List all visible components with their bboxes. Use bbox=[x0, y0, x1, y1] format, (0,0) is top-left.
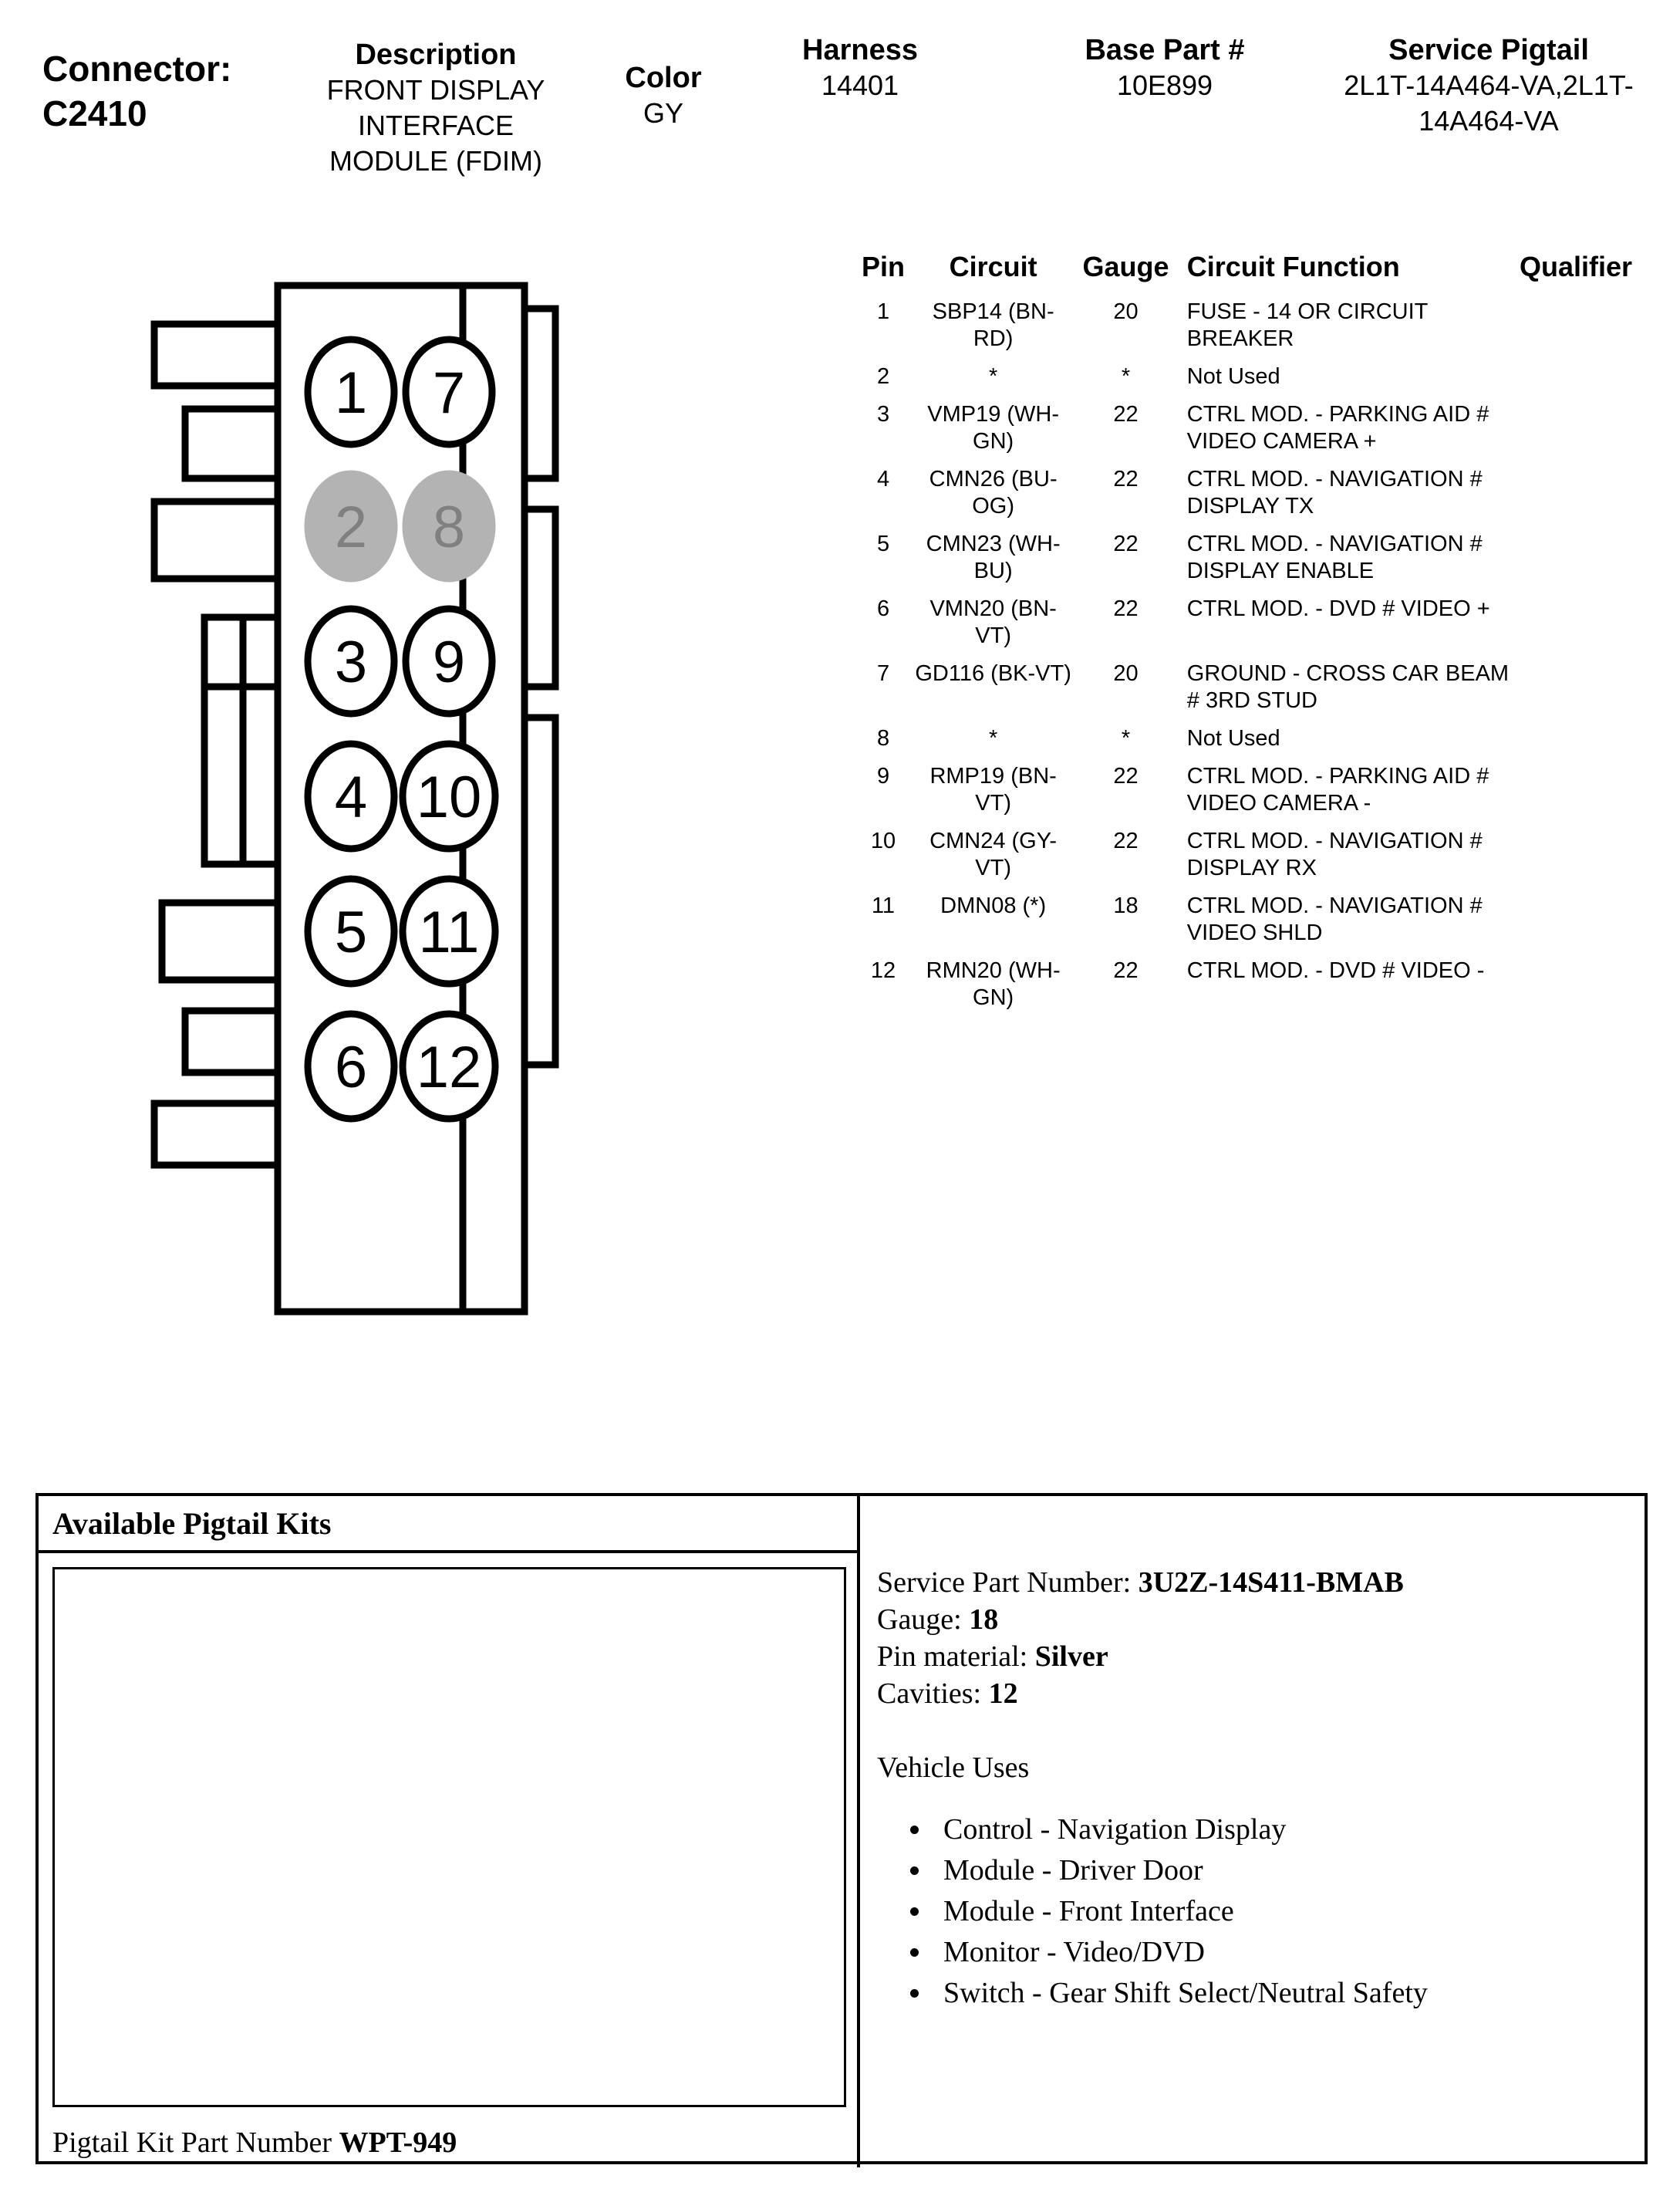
color-value: GY bbox=[643, 97, 683, 129]
column-header-qualifier: Qualifier bbox=[1520, 251, 1633, 282]
cell-pin: 6 bbox=[876, 596, 890, 621]
cell-circuit: VMN20 (BN-VT) bbox=[929, 596, 1057, 648]
service-part-number-value: 3U2Z-14S411-BMAB bbox=[1138, 1566, 1404, 1599]
table-row bbox=[852, 296, 1670, 360]
cell-qualifier bbox=[1520, 657, 1670, 722]
cell-circuit-function: CTRL MOD. - DVD # VIDEO + bbox=[1186, 596, 1490, 621]
cell-pin: 1 bbox=[876, 299, 890, 324]
connector-header bbox=[0, 0, 1680, 204]
cell-gauge: 22 bbox=[1113, 829, 1139, 853]
cell-circuit: SBP14 (BN-RD) bbox=[932, 299, 1054, 351]
table-row bbox=[852, 890, 1670, 954]
column-header-circuit: Circuit bbox=[949, 251, 1037, 282]
cell-pin: 8 bbox=[876, 726, 890, 751]
pigtail-gauge-label: Gauge: bbox=[877, 1603, 962, 1636]
description-block bbox=[297, 37, 575, 179]
cell-qualifier bbox=[1520, 463, 1670, 528]
cell-circuit-function: CTRL MOD. - NAVIGATION # DISPLAY RX bbox=[1186, 829, 1483, 880]
color-block bbox=[594, 60, 733, 131]
cavity-label-10: 10 bbox=[416, 765, 482, 830]
cell-circuit-function: CTRL MOD. - NAVIGATION # VIDEO SHLD bbox=[1186, 893, 1483, 945]
cell-qualifier bbox=[1520, 360, 1670, 398]
cell-circuit-function: Not Used bbox=[1186, 364, 1280, 389]
connector-label: Connector: bbox=[42, 49, 232, 89]
cavity-label-5: 5 bbox=[334, 900, 368, 965]
cell-pin: 4 bbox=[876, 467, 890, 491]
cell-gauge: * bbox=[1121, 364, 1131, 389]
list-item: • Monitor - Video/DVD bbox=[933, 1932, 1648, 1973]
available-pigtail-kits-section bbox=[35, 1493, 1648, 2164]
cell-gauge: 22 bbox=[1113, 402, 1139, 427]
cell-circuit-function: CTRL MOD. - PARKING AID # VIDEO CAMERA - bbox=[1186, 764, 1489, 816]
cell-circuit-function: CTRL MOD. - PARKING AID # VIDEO CAMERA + bbox=[1186, 402, 1489, 454]
table-row bbox=[852, 760, 1670, 825]
harness-label: Harness bbox=[802, 34, 918, 66]
cell-circuit: VMP19 (WH-GN) bbox=[927, 402, 1060, 454]
cavities-value: 12 bbox=[988, 1677, 1018, 1710]
pigtail-image-placeholder bbox=[52, 1567, 846, 2107]
cell-pin: 3 bbox=[876, 402, 890, 427]
cell-circuit: * bbox=[988, 726, 998, 751]
cell-pin: 9 bbox=[876, 764, 890, 789]
cell-gauge: 18 bbox=[1113, 893, 1139, 918]
cell-circuit: RMN20 (WH-GN) bbox=[926, 958, 1061, 1010]
pigtail-gauge-value: 18 bbox=[969, 1603, 999, 1636]
base-part-label: Base Part # bbox=[1085, 34, 1245, 66]
table-row bbox=[852, 657, 1670, 722]
cell-pin: 10 bbox=[870, 829, 896, 853]
pigtail-kit-part-label: Pigtail Kit Part Number bbox=[52, 2126, 332, 2159]
table-row bbox=[852, 825, 1670, 890]
cavity-label-1: 1 bbox=[334, 360, 368, 426]
cell-pin: 5 bbox=[876, 532, 890, 556]
cell-qualifier bbox=[1520, 296, 1670, 360]
pin-material-value: Silver bbox=[1034, 1640, 1108, 1673]
cell-qualifier bbox=[1520, 890, 1670, 954]
pin-table-header-row bbox=[852, 251, 1670, 296]
cell-circuit: * bbox=[988, 364, 998, 389]
table-row bbox=[852, 528, 1670, 593]
cell-pin: 11 bbox=[871, 893, 896, 918]
cell-gauge: 22 bbox=[1113, 596, 1139, 621]
service-part-number-row bbox=[877, 1564, 1648, 1601]
pigtail-kits-title-box bbox=[39, 1496, 860, 1553]
cell-circuit-function: GROUND - CROSS CAR BEAM # 3RD STUD bbox=[1186, 661, 1510, 713]
table-row bbox=[852, 593, 1670, 657]
table-row bbox=[852, 398, 1670, 463]
service-part-number-label: Service Part Number: bbox=[877, 1566, 1132, 1599]
color-label: Color bbox=[625, 62, 702, 94]
cavities-row bbox=[877, 1675, 1648, 1712]
vehicle-uses-heading: Vehicle Uses bbox=[877, 1751, 1030, 1784]
cavity-label-9: 9 bbox=[432, 630, 466, 695]
cell-pin: 12 bbox=[870, 958, 896, 983]
cell-circuit: RMP19 (BN-VT) bbox=[929, 764, 1057, 816]
cell-circuit-function: Not Used bbox=[1186, 726, 1280, 751]
cell-qualifier bbox=[1520, 722, 1670, 760]
cell-circuit: DMN08 (*) bbox=[940, 893, 1047, 918]
cell-gauge: 22 bbox=[1113, 467, 1139, 491]
service-pigtail-block bbox=[1338, 32, 1639, 139]
cavity-label-3: 3 bbox=[334, 630, 368, 695]
column-header-circuit-function: Circuit Function bbox=[1186, 251, 1400, 282]
cell-circuit: CMN24 (GY-VT) bbox=[929, 829, 1058, 880]
base-part-value: 10E899 bbox=[1116, 69, 1213, 101]
pigtail-kit-part-value: WPT-949 bbox=[339, 2126, 457, 2159]
cell-qualifier bbox=[1520, 760, 1670, 825]
description-label: Description bbox=[355, 39, 517, 71]
cell-pin: 7 bbox=[876, 661, 890, 686]
connector-diagram bbox=[77, 255, 848, 1412]
cell-pin: 2 bbox=[876, 364, 890, 389]
list-item: • Control - Navigation Display bbox=[933, 1809, 1648, 1850]
cell-gauge: 22 bbox=[1113, 764, 1139, 789]
base-part-block bbox=[1057, 32, 1273, 103]
cell-circuit: CMN23 (WH-BU) bbox=[926, 532, 1061, 583]
cell-gauge: 20 bbox=[1113, 661, 1139, 686]
list-item: • Switch - Gear Shift Select/Neutral Safety bbox=[933, 1973, 1648, 2014]
cavity-label-7: 7 bbox=[432, 360, 466, 426]
cell-qualifier bbox=[1520, 398, 1670, 463]
service-pigtail-label: Service Pigtail bbox=[1388, 34, 1589, 66]
pin-material-row bbox=[877, 1638, 1648, 1675]
cell-circuit: CMN26 (BU-OG) bbox=[929, 467, 1058, 519]
harness-value: 14401 bbox=[821, 69, 899, 101]
table-row bbox=[852, 360, 1670, 398]
pigtail-kits-title: Available Pigtail Kits bbox=[52, 1505, 332, 1541]
cell-gauge: 22 bbox=[1113, 532, 1139, 556]
table-row bbox=[852, 722, 1670, 760]
cell-circuit-function: CTRL MOD. - NAVIGATION # DISPLAY TX bbox=[1186, 467, 1483, 519]
pin-table bbox=[852, 251, 1670, 1019]
pin-material-label: Pin material: bbox=[877, 1640, 1028, 1673]
cavity-label-12: 12 bbox=[416, 1035, 482, 1100]
cavity-label-11: 11 bbox=[418, 900, 480, 965]
cavity-label-4: 4 bbox=[334, 765, 368, 830]
cell-qualifier bbox=[1520, 528, 1670, 593]
cell-qualifier bbox=[1520, 954, 1670, 1019]
description-value: FRONT DISPLAY INTERFACE MODULE (FDIM) bbox=[326, 74, 545, 177]
list-item: • Module - Driver Door bbox=[933, 1850, 1648, 1891]
list-item: • Module - Front Interface bbox=[933, 1891, 1648, 1932]
pigtail-kit-part-number-line bbox=[52, 2126, 457, 2160]
table-row bbox=[852, 954, 1670, 1019]
cavity-label-6: 6 bbox=[334, 1035, 368, 1100]
cell-qualifier bbox=[1520, 593, 1670, 657]
column-header-pin: Pin bbox=[862, 251, 906, 282]
cell-gauge: 20 bbox=[1113, 299, 1139, 324]
pigtail-details-cell bbox=[863, 1553, 1648, 2167]
pigtail-gauge-row bbox=[877, 1601, 1648, 1638]
cell-circuit-function: CTRL MOD. - DVD # VIDEO - bbox=[1186, 958, 1485, 983]
service-pigtail-value: 2L1T-14A464-VA,2L1T-14A464-VA bbox=[1344, 69, 1634, 137]
cell-gauge: * bbox=[1121, 726, 1131, 751]
cell-circuit-function: CTRL MOD. - NAVIGATION # DISPLAY ENABLE bbox=[1186, 532, 1483, 583]
connector-id: C2410 bbox=[42, 93, 147, 133]
table-row bbox=[852, 463, 1670, 528]
pigtail-image-cell bbox=[39, 1553, 860, 2167]
cell-circuit: GD116 (BK-VT) bbox=[915, 661, 1071, 686]
cell-gauge: 22 bbox=[1113, 958, 1139, 983]
cell-qualifier bbox=[1520, 825, 1670, 890]
cavities-label: Cavities: bbox=[877, 1677, 982, 1710]
cavity-label-2: 2 bbox=[334, 495, 368, 560]
column-header-gauge: Gauge bbox=[1082, 251, 1169, 282]
vehicle-uses-list bbox=[877, 1809, 1648, 2014]
harness-block bbox=[752, 32, 968, 103]
cell-circuit-function: FUSE - 14 OR CIRCUIT BREAKER bbox=[1186, 299, 1428, 351]
cavity-label-8: 8 bbox=[432, 495, 466, 560]
